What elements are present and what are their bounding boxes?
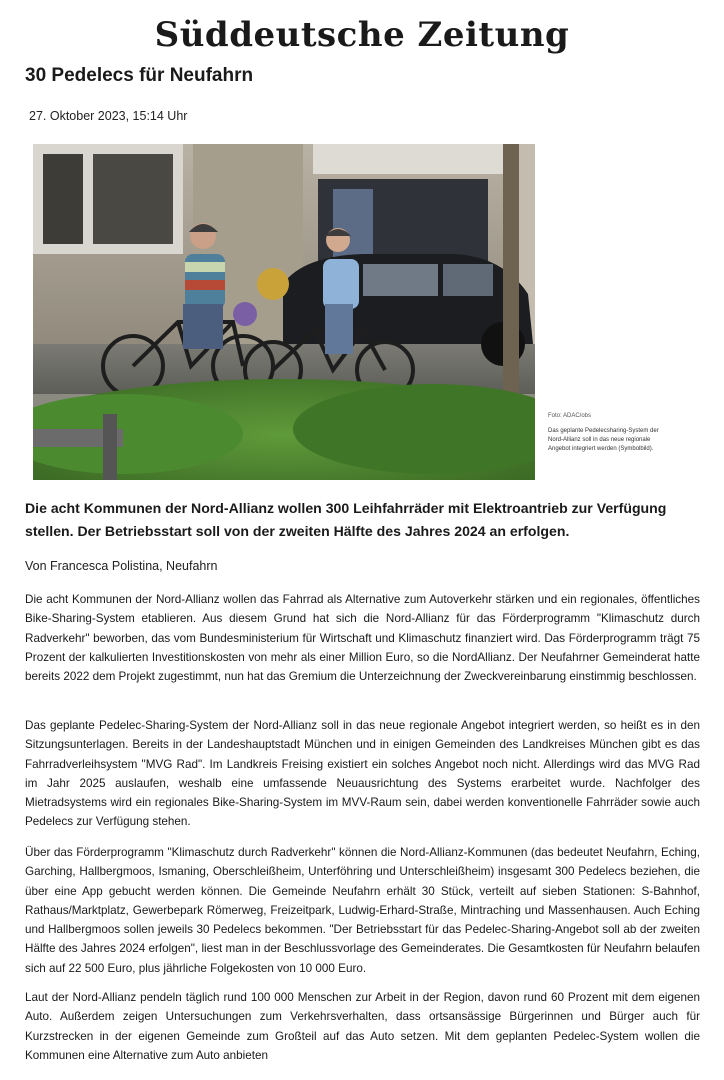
article-lead: Die acht Kommunen der Nord-Allianz wollen 300 Leihfahrräder mit Elektroantrieb zur Verfügung stellen. Der Betriebsstart soll von der zweiten Hälfte des Jahres 2024 an erfolgen. <box>25 500 667 539</box>
article-paragraph: Die acht Kommunen der Nord-Allianz wollen das Fahrrad als Alternative zum Autoverkehr stärken und ein regionales, öffentliches Bike-Sharing-System etablieren. Aus diesem Grund hat sich die Nord-Allianz für das Förderprogramm "Klimaschutz durch Radverkehr" beworben, das vom Bundesministerium für Wirtschaft und Klimaschutz finanziert wird. Das Förderprogramm trägt 75 Prozent der kalkulierten Investitionskosten von mehr als einer Million Euro, so die NordAllianz. Der Neufahrner Gemeinderat hatte bereits 2022 dem Projekt zugestimmt, nun hat das Gremium die Unterzeichnung der Zweckvereinbarung einstimmig beschlossen. <box>25 593 700 684</box>
article-date: 27. Oktober 2023, 15:14 Uhr <box>29 109 188 123</box>
article-paragraph: Laut der Nord-Allianz pendeln täglich rund 100 000 Menschen zur Arbeit in der Region, davon rund 60 Prozent mit dem eigenen Auto. Außerdem zeigen Untersuchungen zum Verkehrsverhalten, dass ortsansässige Bürgerinnen und Bürger auch für Kurzstrecken in der eigenen Gemeinde zum Großteil auf das Auto setzen. Mit dem geplanten Pedelec-System wollen die Kommunen eine Alternative zum Auto anbieten <box>25 991 700 1062</box>
photo-credit: Foto: ADAC/obs <box>548 413 592 419</box>
masthead-logo: Süddeutsche Zeitung <box>154 15 570 55</box>
cyclists-photo-illustration <box>33 144 535 480</box>
photo-caption: Das geplante Pedelecsharing-System der Nord-Allianz soll in das neue regionale Angebot integriert werden (Symbolbild). <box>548 428 659 452</box>
article-paragraph: Das geplante Pedelec-Sharing-System der Nord-Allianz soll in das neue regionale Angebot integriert werden, so heißt es in den Sitzungsunterlagen. Bereits in der Landeshauptstadt München und in einigen Gemeinden des Landkreises München gibt es das Fahrradverleihsystem "MVG Rad". Im Landkreis Freising existiert ein solches Angebot noch nicht. Allerdings wird das MVG Rad im Jahr 2025 auslaufen, weshalb eine umfassende Neuausrichtung des Systems erarbeitet wurde. Nachfolger des Mietradsystems wird ein regionales Bike-Sharing-System im MVV-Raum sein, dabei werden konventionelle Fahrräder sowie auch Pedelecs zur Verfügung stehen. <box>25 719 700 829</box>
article-headline: 30 Pedelecs für Neufahrn <box>25 65 254 86</box>
article-paragraph: Über das Förderprogramm "Klimaschutz durch Radverkehr" können die Nord-Allianz-Kommunen (das bedeutet Neufahrn, Eching, Garching, Hallbergmoos, Ismaning, Oberschleißheim, Unterföhring und Unterschleißheim) insgesamt 300 Pedelecs beziehen, die über eine App gebucht werden können. Die Gemeinde Neufahrn erhält 30 Stück, verteilt auf sieben Stationen: S-Bahnhof, Rathaus/Marktplatz, Gewerbepark Römerweg, Freizeitpark, Ludwig-Erhard-Straße, Mintraching und Massenhausen. Auch Eching und Hallbergmoos sollen jeweils 30 Pedelecs bekommen. "Der Betriebsstart für das Pedelec-Sharing-Angebot soll ab der zweiten Hälfte des Jahres 2024 erfolgen", liest man in der Beschlussvorlage des Gemeinderates. Die Gesamtkosten für Neufahrn belaufen sich auf 22 500 Euro, plus jährliche Folgekosten von 10 000 Euro. <box>25 846 700 975</box>
article-photo <box>33 144 535 480</box>
article-byline: Von Francesca Polistina, Neufahrn <box>25 559 218 573</box>
photo-caption-block <box>548 412 668 454</box>
